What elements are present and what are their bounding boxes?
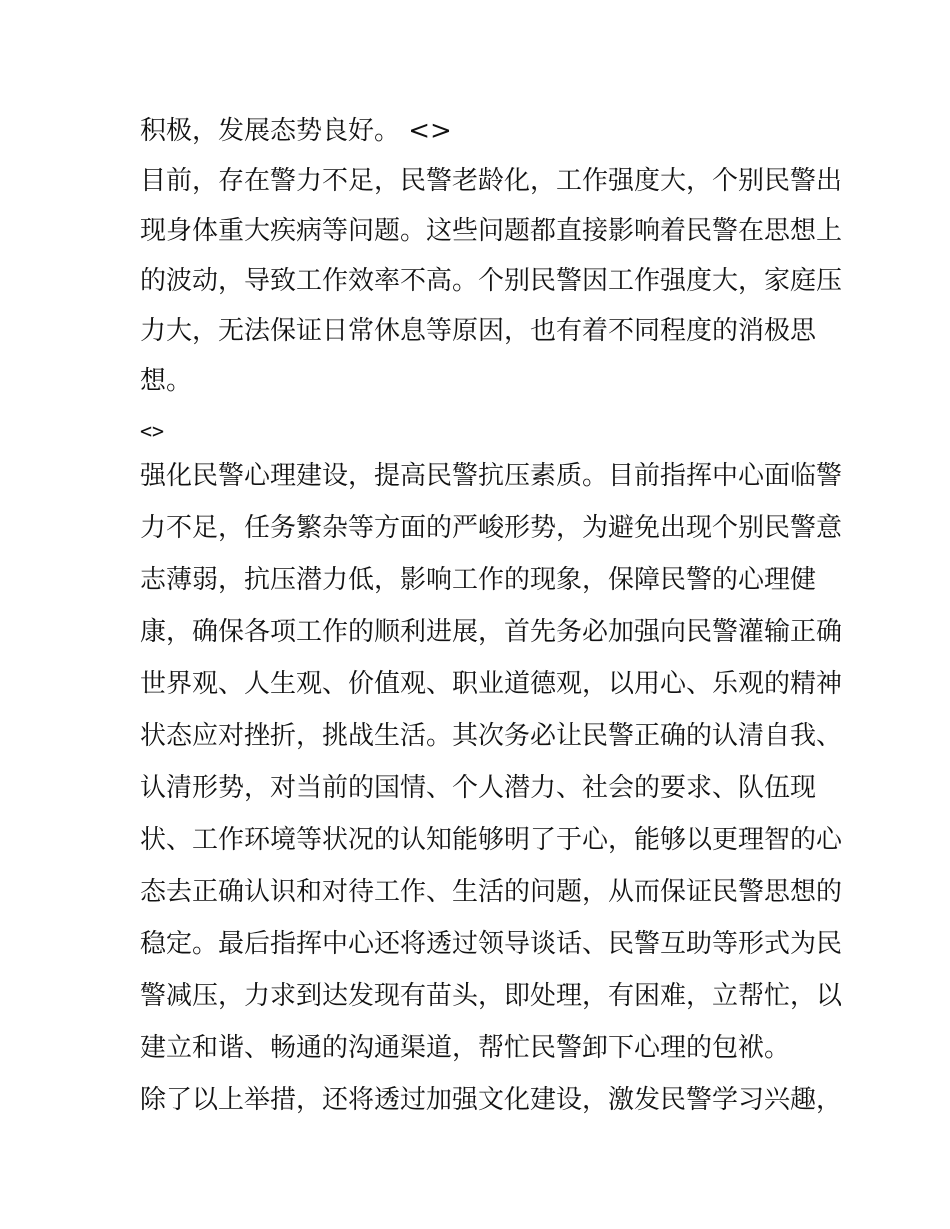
text-line: 想。 xyxy=(140,366,193,396)
text-line: 力不足，任务繁杂等方面的严峻形势，为避免出现个别民警意 xyxy=(140,513,843,543)
text-line: 力大，无法保证日常休息等原因，也有着不同程度的消极思 xyxy=(140,316,817,346)
text-line: 建立和谐、畅通的沟通渠道，帮忙民警卸下心理的包袱。 xyxy=(140,1033,791,1063)
text-line: 强化民警心理建设，提高民警抗压素质。目前指挥中心面临警 xyxy=(140,461,843,491)
text-line: 除了以上举措，还将透过加强文化建设，激发民警学习兴趣， xyxy=(140,1085,843,1115)
text-line: 的波动，导致工作效率不高。个别民警因工作强度大，家庭压 xyxy=(140,266,843,296)
text-line: 世界观、人生观、价值观、职业道德观，以用心、乐观的精神 xyxy=(140,669,843,699)
text-line: 积极，发展态势良好。 <> xyxy=(140,116,452,146)
paragraph-marker: <> xyxy=(140,419,165,443)
text-line: 态去正确认识和对待工作、生活的问题，从而保证民警思想的 xyxy=(140,877,843,907)
text-line: 稳定。最后指挥中心还将透过领导谈话、民警互助等形式为民 xyxy=(140,929,843,959)
text-line: 认清形势，对当前的国情、个人潜力、社会的要求、队伍现 xyxy=(140,773,817,803)
text-line: 康，确保各项工作的顺利进展，首先务必加强向民警灌输正确 xyxy=(140,617,843,647)
text-line: 状、工作环境等状况的认知能够明了于心，能够以更理智的心 xyxy=(140,825,843,855)
text-line: 志薄弱，抗压潜力低，影响工作的现象，保障民警的心理健 xyxy=(140,565,817,595)
text-line: 状态应对挫折，挑战生活。其次务必让民警正确的认清自我、 xyxy=(140,721,843,751)
text-line: 现身体重大疾病等问题。这些问题都直接影响着民警在思想上 xyxy=(140,216,843,246)
text-line: 目前，存在警力不足，民警老龄化，工作强度大，个别民警出 xyxy=(140,166,843,196)
text-line: 警减压，力求到达发现有苗头，即处理，有困难，立帮忙，以 xyxy=(140,981,843,1011)
